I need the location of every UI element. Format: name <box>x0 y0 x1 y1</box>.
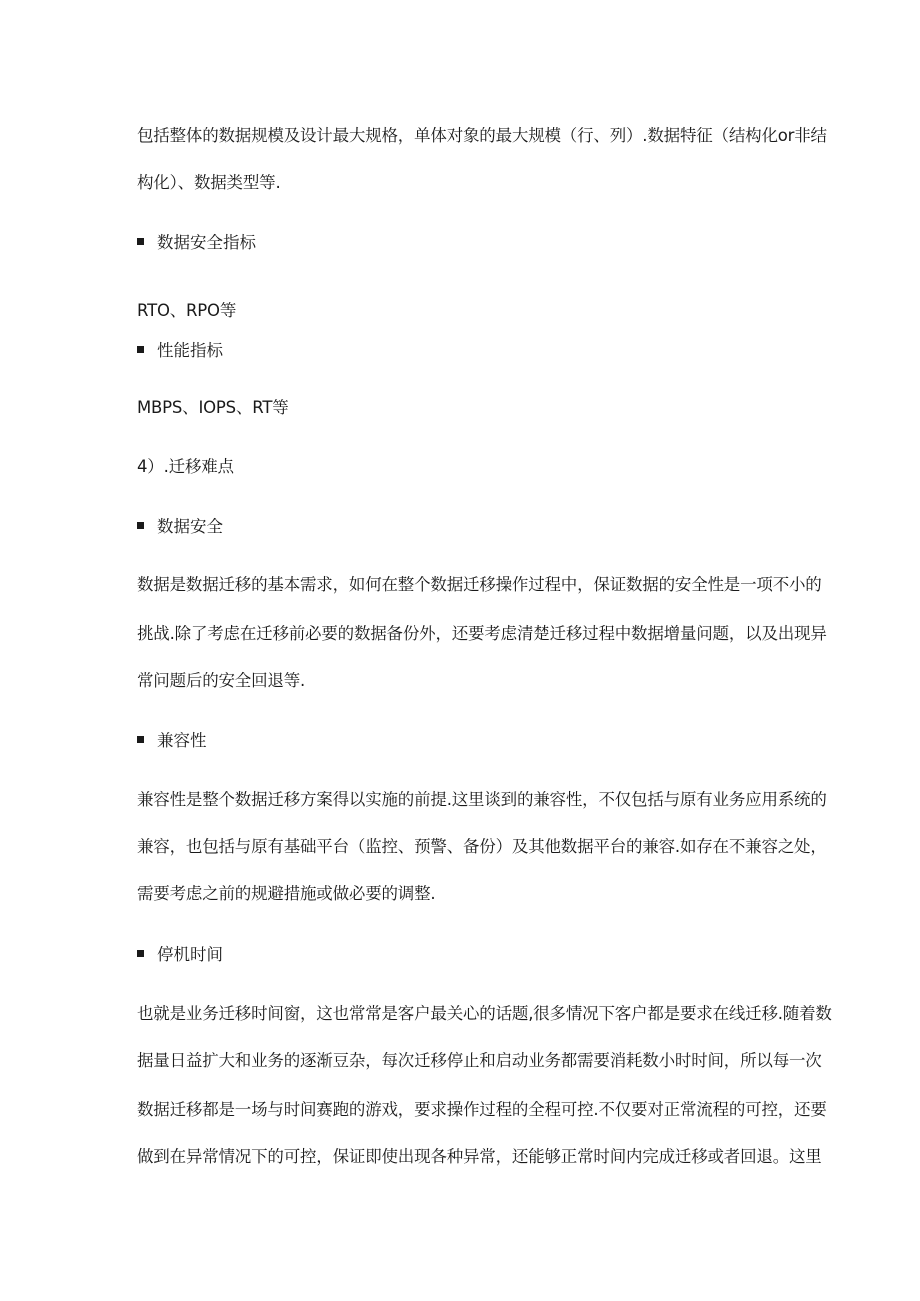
bullet-item <box>137 727 207 751</box>
para-line: 兼容，也包括与原有基础平台（监控、预警、备份）及其他数据平台的兼容.如存在不兼容之处， <box>137 837 827 856</box>
bullet-text: 数据安全指标 <box>157 233 256 252</box>
bullet-text: 数据安全 <box>157 517 223 536</box>
para-line: 兼容性是整个数据迁移方案得以实施的前提.这里谈到的兼容性，不仅包括与原有业务应用系统的 <box>137 790 827 809</box>
bullet-text: 兼容性 <box>157 731 207 750</box>
para-line: 构化）、数据类型等. <box>137 173 281 192</box>
para-line: RTO、RPO等 <box>137 301 237 320</box>
bullet-item <box>137 513 223 537</box>
bullet-text: 停机时间 <box>157 945 223 964</box>
para-line: 挑战.除了考虑在迁移前必要的数据备份外，还要考虑清楚迁移过程中数据增量问题，以及出现异 <box>137 624 827 643</box>
para-line: 数据迁移都是一场与时间赛跑的游戏，要求操作过程的全程可控.不仅要对正常流程的可控，还要 <box>137 1100 827 1119</box>
bullet-item <box>137 941 223 965</box>
para-line: MBPS、IOPS、RT等 <box>137 398 289 417</box>
para-line: 也就是业务迁移时间窗，这也常常是客户最关心的话题,很多情况下客户都是要求在线迁移.随着数 <box>137 1004 832 1023</box>
section-heading: 4）.迁移难点 <box>137 457 234 476</box>
para-line: 做到在异常情况下的可控，保证即使出现各种异常，还能够正常时间内完成迁移或者回退。这里 <box>137 1147 822 1166</box>
bullet-item <box>137 337 223 361</box>
para-line: 数据是数据迁移的基本需求，如何在整个数据迁移操作过程中，保证数据的安全性是一项不小的 <box>137 575 822 594</box>
para-line: 常问题后的安全回退等. <box>137 671 306 690</box>
para-line: 需要考虑之前的规避措施或做必要的调整. <box>137 884 436 903</box>
square-bullet-icon <box>137 950 144 957</box>
square-bullet-icon <box>137 238 144 245</box>
square-bullet-icon <box>137 346 144 353</box>
bullet-text: 性能指标 <box>157 341 223 360</box>
square-bullet-icon <box>137 522 144 529</box>
square-bullet-icon <box>137 736 144 743</box>
bullet-item <box>137 229 256 253</box>
para-line: 据量日益扩大和业务的逐渐豆杂，每次迁移停止和启动业务都需要消耗数小时时间，所以每一次 <box>137 1051 822 1070</box>
para-line: 包括整体的数据规模及设计最大规格，单体对象的最大规模（行、列）.数据特征（结构化or非结 <box>137 126 827 145</box>
